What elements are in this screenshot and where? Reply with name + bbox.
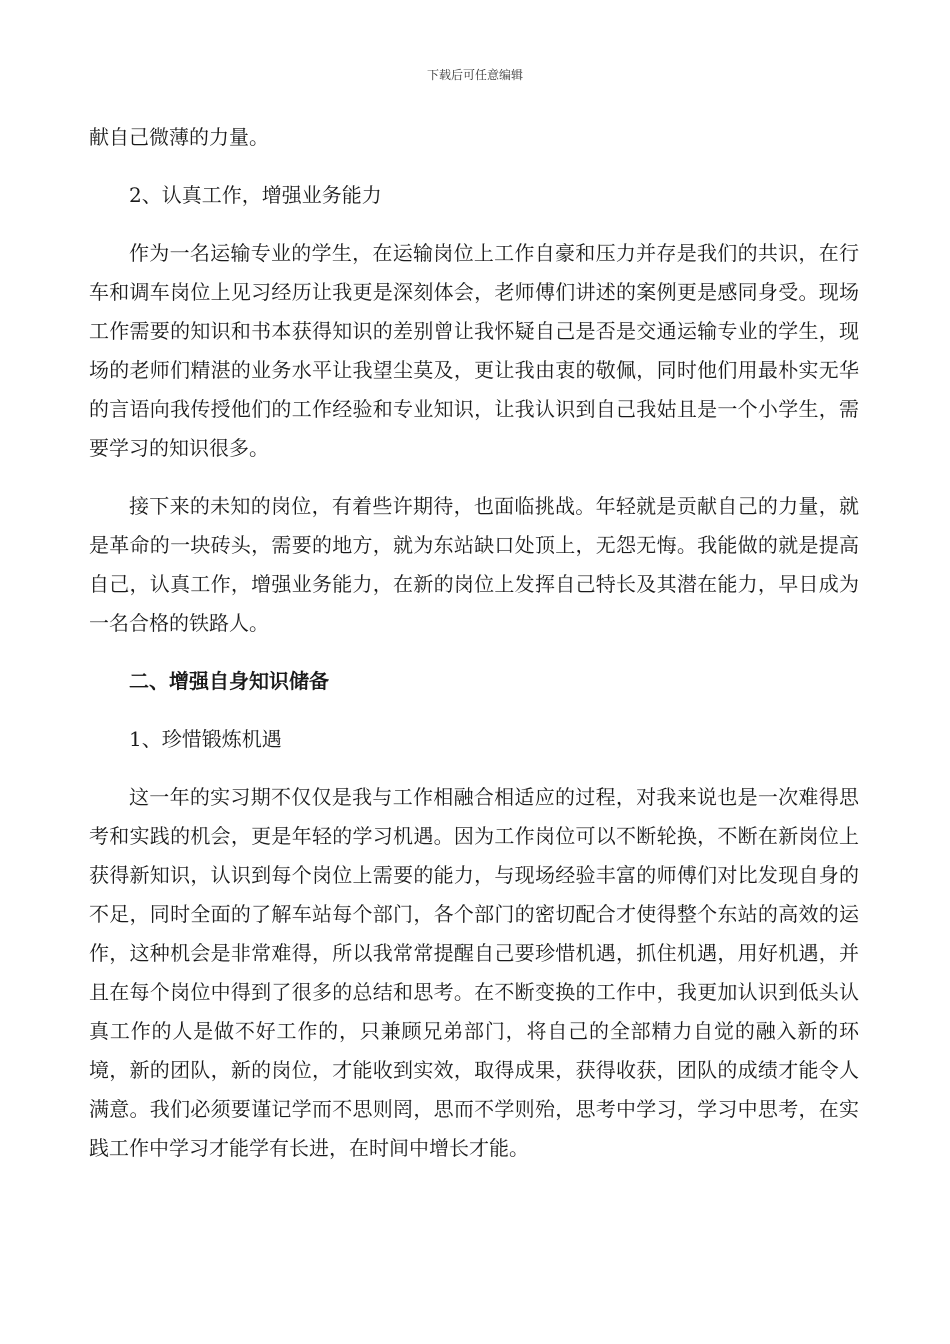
subheading-cherish-opportunity: 1、珍惜锻炼机遇 [129, 727, 282, 751]
paragraph-continued: 献自己微薄的力量。 [89, 125, 269, 149]
document-body [89, 118, 859, 1187]
page-header-note: 下载后可任意编辑 [426, 68, 523, 82]
paragraph-future-posts: 接下来的未知的岗位，有着些许期待，也面临挑战。年轻就是贡献自己的力量，就是革命的一块砖头，需要的地方，就为东站缺口处顶上，无怨无悔。我能做的就是提高自己，认真工作，增强业务能力，在新的岗位上发挥自己特长及其潜在能力，早日成为一名合格的铁路人。 [89, 494, 859, 635]
paragraph-transport-student: 作为一名运输专业的学生，在运输岗位上工作自豪和压力并存是我们的共识，在行车和调车岗位上见习经历让我更是深刻体会，老师傅们讲述的案例更是感同身受。现场工作需要的知识和书本获得知识的差别曾让我怀疑自己是否是交通运输专业的学生，现场的老师们精湛的业务水平让我望尘莫及，更让我由衷的敬佩，同时他们用最朴实无华的言语向我传授他们的工作经验和专业知识，让我认识到自己我姑且是一个小学生，需要学习的知识很多。 [89, 241, 859, 460]
section-heading-knowledge: 二、增强自身知识储备 [129, 669, 329, 693]
subheading-work-seriously: 2、认真工作，增强业务能力 [129, 183, 382, 207]
paragraph-internship-year: 这一年的实习期不仅仅是我与工作相融合相适应的过程，对我来说也是一次难得思考和实践的机会，更是年轻的学习机遇。因为工作岗位可以不断轮换，不断在新岗位上获得新知识，认识到每个岗位上需要的能力，与现场经验丰富的师傅们对比发现自身的不足，同时全面的了解车站每个部门，各个部门的密切配合才使得整个东站的高效的运作，这种机会是非常难得，所以我常常提醒自己要珍惜机遇，抓住机遇，用好机遇，并且在每个岗位中得到了很多的总结和思考。在不断变换的工作中，我更加认识到低头认真工作的人是做不好工作的，只兼顾兄弟部门，将自己的全部精力自觉的融入新的环境，新的团队，新的岗位，才能收到实效，取得成果，获得收获，团队的成绩才能令人满意。我们必须要谨记学而不思则罔，思而不学则殆，思考中学习，学习中思考，在实践工作中学习才能学有长进，在时间中增长才能。 [89, 785, 859, 1160]
